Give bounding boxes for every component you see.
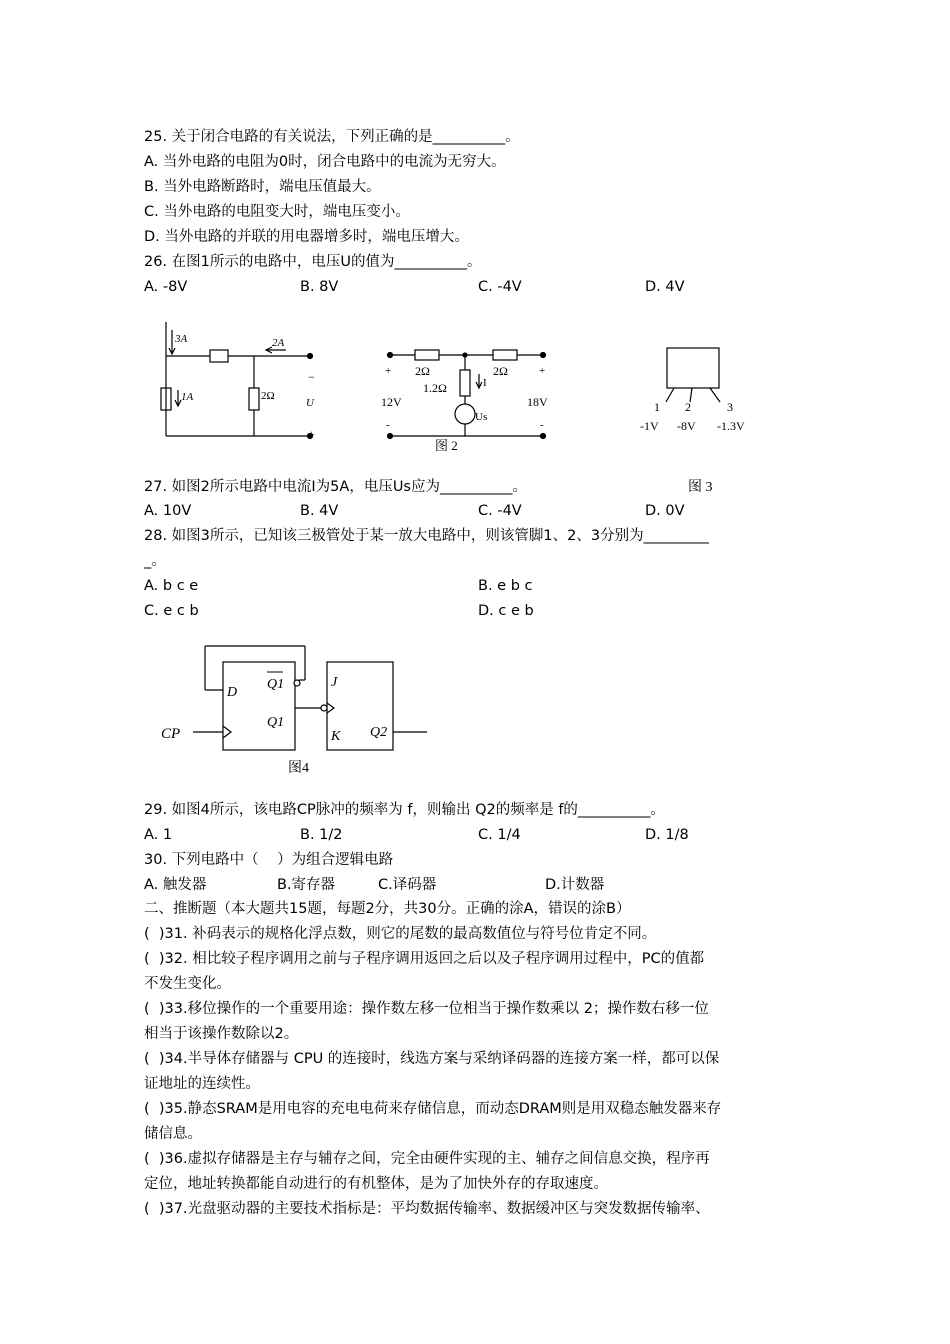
q28-option-c: C. e c b — [144, 603, 199, 619]
fig3-caption: 图 3 — [688, 480, 713, 495]
figure-4-flipflop-circuit — [155, 640, 445, 780]
judge-line: 相当于该操作数除以2。 — [144, 1026, 299, 1042]
q28-stem-continued: _。 — [144, 553, 166, 569]
fig1-voltage-u: U — [306, 397, 314, 409]
fig2-resistor-mid: 1.2Ω — [423, 381, 447, 395]
fig2-plus-right: + — [539, 365, 546, 377]
fig1-current-3a: 3A — [175, 333, 188, 345]
fig2-source-us: Us — [475, 411, 488, 423]
fig2-voltage-12v: 12V — [381, 395, 402, 409]
figure-3-transistor — [630, 340, 770, 500]
fig4-caption: 图4 — [288, 761, 309, 776]
q27-option-d: D. 0V — [645, 503, 685, 519]
fig4-clock-cp: CP — [161, 726, 181, 742]
judge-line: 储信息。 — [144, 1126, 202, 1142]
q28-option-d: D. c e b — [478, 603, 534, 619]
q26-option-c: C. -4V — [478, 279, 522, 295]
fig2-plus-left: + — [385, 365, 392, 377]
q26-stem: 26. 在图1所示的电路中，电压U的值为__________。 — [144, 254, 482, 270]
fig4-output-q2: Q2 — [370, 725, 388, 740]
judge-line: 定位，地址转换都能自动进行的有机整体，是为了加快外存的存取速度。 — [144, 1176, 608, 1192]
q25-stem: 25. 关于闭合电路的有关说法，下列正确的是__________。 — [144, 129, 520, 145]
q26-option-b: B. 8V — [300, 279, 339, 295]
fig2-minus-left: - — [386, 419, 390, 431]
fig1-plus: + — [308, 427, 315, 441]
q28-option-a: A. b c e — [144, 578, 199, 594]
q28-option-b: B. e b c — [478, 578, 533, 594]
fig3-pin-2: 2 — [685, 400, 691, 414]
judge-line: ( )34.半导体存储器与 CPU 的连接时，线选方案与采纳译码器的连接方案一样，都可以保 — [144, 1051, 720, 1067]
fig2-caption: 图 2 — [435, 438, 458, 453]
fig3-voltage-pin2: -8V — [677, 419, 696, 433]
judge-line: ( )36.虚拟存储器是主存与辅存之间，完全由硬件实现的主、辅存之间信息交换，程序再 — [144, 1151, 710, 1167]
fig3-voltage-pin1: -1V — [640, 419, 659, 433]
q29-option-c: C. 1/4 — [478, 827, 521, 843]
q29-option-b: B. 1/2 — [300, 827, 343, 843]
judge-line: 不发生变化。 — [144, 976, 231, 992]
judge-line: ( )32. 相比较子程序调用之前与子程序调用返回之后以及子程序调用过程中，PC的值都 — [144, 951, 705, 967]
q30-option-c: C.译码器 — [378, 877, 437, 893]
figure-2-circuit — [375, 340, 565, 455]
q30-option-b: B.寄存器 — [277, 877, 336, 893]
q25-option-c: C. 当外电路的电阻变大时，端电压变小。 — [144, 204, 410, 220]
q27-option-c: C. -4V — [478, 503, 522, 519]
q28-stem: 28. 如图3所示，已知该三极管处于某一放大电路中，则该管脚1、2、3分别为_________ — [144, 528, 709, 544]
fig2-minus-right: - — [540, 419, 544, 431]
q26-option-d: D. 4V — [645, 279, 685, 295]
judge-line: ( )33.移位操作的一个重要用途：操作数左移一位相当于操作数乘以 2；操作数右移一位 — [144, 1001, 709, 1017]
fig4-input-j: J — [331, 675, 338, 690]
fig4-output-q1: Q1 — [267, 715, 285, 730]
judge-line: ( )35.静态SRAM是用电容的充电电荷来存储信息，而动态DRAM则是用双稳态触发器来存 — [144, 1101, 722, 1117]
fig2-resistor-left: 2Ω — [415, 364, 430, 378]
fig2-resistor-right: 2Ω — [493, 364, 508, 378]
fig1-resistor-2ohm: 2Ω — [261, 390, 275, 402]
q27-stem: 27. 如图2所示电路中电流I为5A，电压Us应为__________。 — [144, 479, 527, 495]
q29-option-d: D. 1/8 — [645, 827, 689, 843]
q25-option-b: B. 当外电路断路时，端电压值最大。 — [144, 179, 381, 195]
figure-1-circuit — [150, 318, 330, 448]
fig3-pin-3: 3 — [727, 400, 733, 414]
q30-stem: 30. 下列电路中（ ）为组合逻辑电路 — [144, 852, 394, 868]
q29-stem: 29. 如图4所示，该电路CP脉冲的频率为 f，则输出 Q2的频率是 f的__________。 — [144, 802, 665, 818]
q27-option-b: B. 4V — [300, 503, 339, 519]
judge-line: ( )31. 补码表示的规格化浮点数，则它的尾数的最高数值位与符号位肯定不同。 — [144, 926, 657, 942]
q30-option-d: D.计数器 — [545, 877, 605, 893]
q26-option-a: A. -8V — [144, 279, 188, 295]
fig4-input-d: D — [227, 685, 238, 700]
fig1-current-1a: 1A — [181, 391, 194, 403]
fig3-pin-1: 1 — [654, 400, 660, 414]
section-2-title: 二、推断题（本大题共15题，每题2分，共30分。正确的涂A，错误的涂B） — [144, 901, 631, 917]
q25-option-a: A. 当外电路的电阻为0时，闭合电路中的电流为无穷大。 — [144, 154, 506, 170]
judge-line: ( )37.光盘驱动器的主要技术指标是：平均数据传输率、数据缓冲区与突发数据传输率、 — [144, 1201, 710, 1217]
fig4-input-k: K — [331, 729, 341, 744]
fig1-current-2a: 2A — [272, 337, 285, 349]
q29-option-a: A. 1 — [144, 827, 173, 843]
q27-option-a: A. 10V — [144, 503, 192, 519]
fig3-voltage-pin3: -1.3V — [717, 419, 745, 433]
q25-option-d: D. 当外电路的并联的用电器增多时，端电压增大。 — [144, 229, 469, 245]
fig2-current-i: I — [483, 377, 487, 389]
fig4-output-q1-bar: Q1 — [267, 677, 285, 692]
judge-line: 证地址的连续性。 — [144, 1076, 260, 1092]
q30-option-a: A. 触发器 — [144, 877, 207, 893]
fig2-voltage-18v: 18V — [527, 395, 548, 409]
fig1-minus: − — [308, 370, 315, 384]
